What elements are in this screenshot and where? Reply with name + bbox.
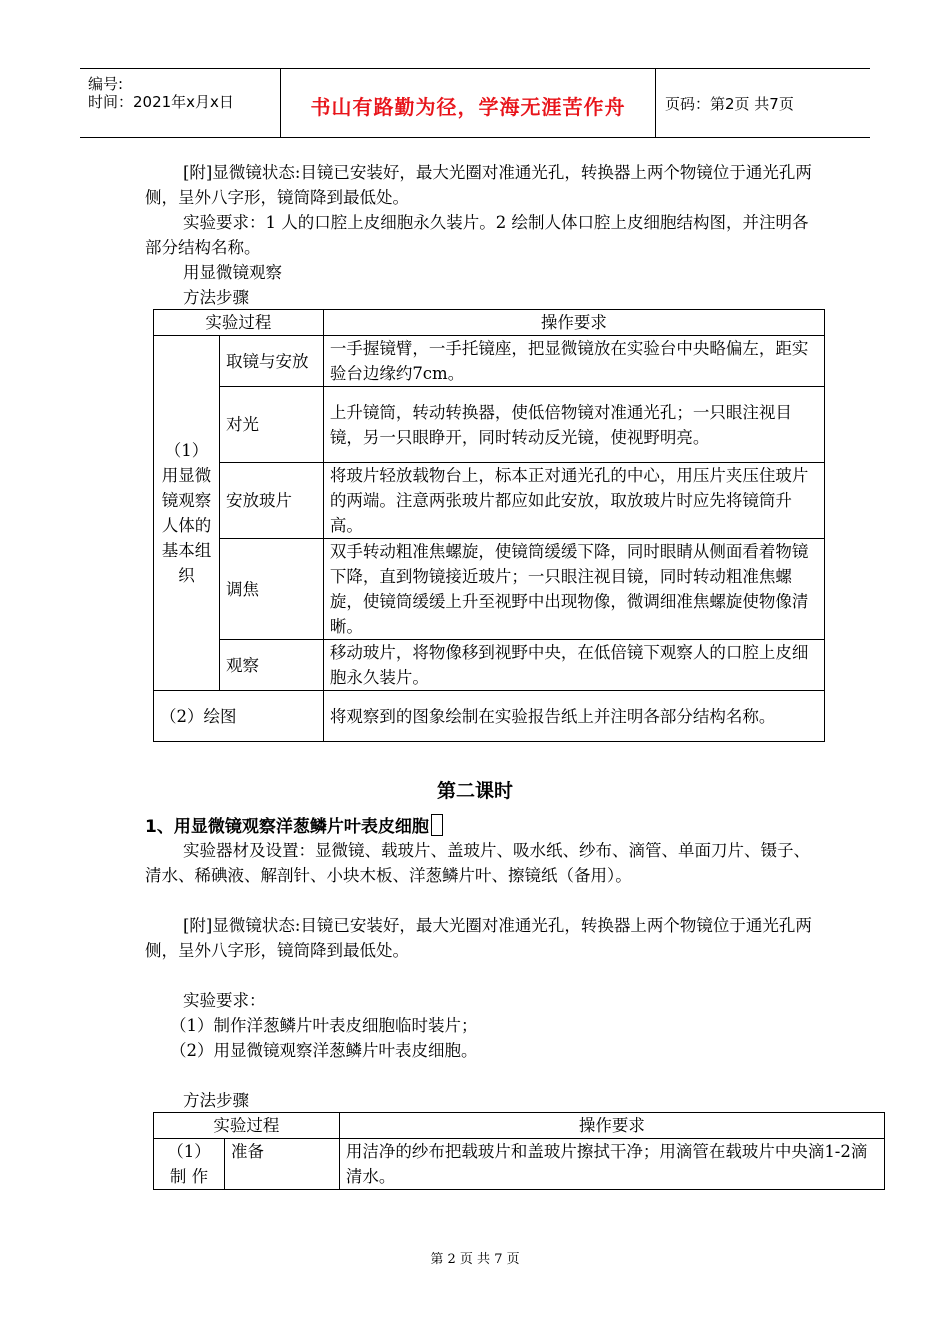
requirement-title: 实验要求： [183,991,266,1010]
table1-head-process: 实验过程 [154,310,324,336]
table2-group-label-2: 制 作 [169,1167,209,1186]
number-label: 编号: [88,75,124,93]
subtitle-text: 1、用显微镜观察洋葱鳞片叶表皮细胞 [145,817,429,837]
page-footer: 第 2 页 共 7 页 [430,1252,520,1267]
section-subtitle [145,812,443,837]
requirement-item-2: （2）用显微镜观察洋葱鳞片叶表皮细胞。 [170,1041,478,1060]
page-header [80,68,870,138]
placeholder-box-icon [431,814,443,836]
procedure-table-1 [153,309,825,742]
header-motto-cell [280,69,656,137]
table1-head-require: 操作要求 [323,310,824,336]
observe-line: 用显微镜观察 [183,263,282,282]
table1-step: 对光 [219,387,323,463]
page-label: 页码：第2页 共7页 [665,95,794,113]
table1-draw-label: （2）绘图 [154,691,324,742]
header-page-cell [655,69,870,137]
table2-head-require: 操作要求 [339,1113,884,1139]
procedure-table-2 [153,1112,885,1190]
method-line-2: 方法步骤 [183,1091,249,1110]
materials-text: 实验器材及设置：显微镜、载玻片、盖玻片、吸水纸、纱布、滴管、单面刀片、镊子、清水、稀碘液、解剖针、小块木板、洋葱鳞片叶、擦镜纸（备用）。 [145,841,810,885]
table1-desc: 将玻片轻放载物台上，标本正对通光孔的中心，用压片夹压住玻片的两端。注意两张玻片都应如此安放，取放玻片时应先将镜筒升高。 [323,463,824,539]
table2-group-label [154,1139,225,1190]
table1-step: 取镜与安放 [219,336,323,387]
table1-desc: 一手握镜臂，一手托镜座，把显微镜放在实验台中央略偏左，距实验台边缘约7cm。 [323,336,824,387]
table1-step: 观察 [219,640,323,691]
table2-step: 准备 [224,1139,339,1190]
table1-desc: 上升镜筒，转动转换器，使低倍物镜对准通光孔；一只眼注视目镜，另一只眼睁开，同时转动反光镜，使视野明亮。 [323,387,824,463]
table2-desc: 用洁净的纱布把载玻片和盖玻片擦拭干净；用滴管在载玻片中央滴1-2滴清水。 [339,1139,884,1190]
requirement-item-1: （1）制作洋葱鳞片叶表皮细胞临时装片； [170,1016,478,1035]
table1-desc: 移动玻片，将物像移到视野中央，在低倍镜下观察人的口腔上皮细胞永久装片。 [323,640,824,691]
method-line: 方法步骤 [183,288,249,307]
table2-head-process: 实验过程 [154,1113,340,1139]
table1-group-label: （1）用显微镜观察人体的基本组织 [154,336,220,691]
microscope-note-2: [附]显微镜状态:目镜已安装好，最大光圈对准通光孔，转换器上两个物镜位于通光孔两侧，呈外八字形，镜筒降到最低处。 [145,916,812,960]
requirement-text: 实验要求：1 人的口腔上皮细胞永久装片。2 绘制人体口腔上皮细胞结构图，并注明各部分结构名称。 [145,213,809,257]
header-meta [80,69,280,137]
time-label: 时间：2021年x月x日 [88,93,234,111]
motto: 书山有路勤为径，学海无涯苦作舟 [310,95,626,119]
table2-group-label-1: （1） [167,1142,211,1161]
microscope-note: [附]显微镜状态:目镜已安装好，最大光圈对准通光孔，转换器上两个物镜位于通光孔两侧，呈外八字形，镜筒降到最低处。 [145,163,812,207]
table1-desc: 双手转动粗准焦螺旋，使镜筒缓缓下降，同时眼睛从侧面看着物镜下降，直到物镜接近玻片；一只眼注视目镜，同时转动粗准焦螺旋，使镜筒缓缓上升至视野中出现物像，微调细准焦螺旋使物像清晰。 [323,539,824,640]
table1-draw-desc: 将观察到的图象绘制在实验报告纸上并注明各部分结构名称。 [323,691,824,742]
table1-step: 安放玻片 [219,463,323,539]
section-title: 第二课时 [436,780,513,802]
table1-step: 调焦 [219,539,323,640]
